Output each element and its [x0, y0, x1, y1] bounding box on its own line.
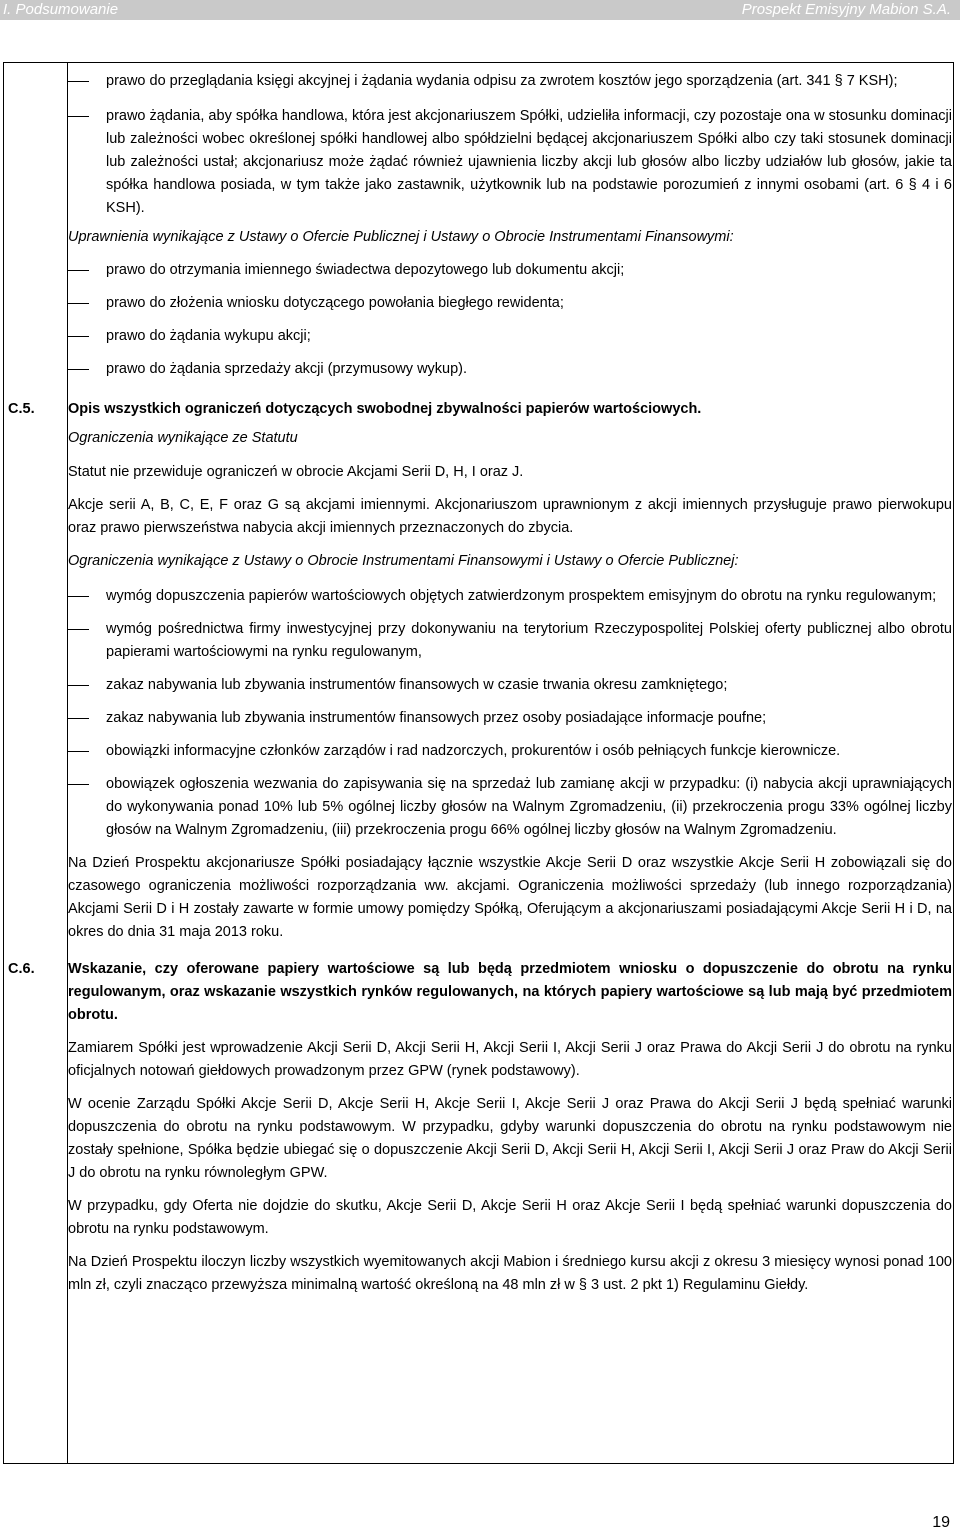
header-section-title: I. Podsumowanie — [3, 1, 119, 18]
rights-heading: Uprawnienia wynikające z Ustawy o Ofercie Publicznej i Ustawy o Obrocie Instrumentami Finansowymi: — [68, 229, 734, 245]
statut-heading: Ograniczenia wynikające ze Statutu — [68, 430, 298, 446]
list-item: prawo żądania, aby spółka handlowa, która jest akcjonariuszem Spółki, udzieliła informacji, czy pozostaje ona w stosunku dominacji lub zależności wobec określonej spółki handlowej albo spółdzielni będącej akcjonariuszem Spółki albo czy taki stosunek dominacji lub zależności ustał; akcjonariusz może żądać również ujawnienia liczby akcji lub głosów albo liczby udziałów lub głosów, jakie ta spółka handlowa posiada, w tym także jako zastawnik, użytkownik lub na podstawie porozumień z innymi osobami (art. 6 § 4 i 6 KSH). — [68, 105, 952, 220]
list-item: prawo do żądania wykupu akcji; — [68, 325, 952, 348]
list-item: prawo do otrzymania imiennego świadectwa depozytowego lub dokumentu akcji; — [68, 259, 952, 282]
list-item: wymóg pośrednictwa firmy inwestycyjnej przy dokonywaniu na terytorium Rzeczypospolitej Polskiej oferty publicznej albo obrotu papierami wartościowymi na rynku regulowanym, — [68, 618, 952, 664]
section-c5 — [8, 398, 952, 421]
paragraph: Zamiarem Spółki jest wprowadzenie Akcji Serii D, Akcji Serii H, Akcji Serii I, Akcji Serii J oraz Prawa do Akcji Serii J do obrotu na rynku oficjalnych notowań giełdowych prowadzonym przez GPW (rynek podstawowy). — [68, 1040, 952, 1079]
list-item: prawo do złożenia wniosku dotyczącego powołania biegłego rewidenta; — [68, 292, 952, 315]
paragraph: Na Dzień Prospektu iloczyn liczby wszystkich wyemitowanych akcji Mabion i średniego kursu akcji z okresu 3 miesięcy wynosi ponad 100 mln zł, czyli znacząco przewyższa minimalną wartość określoną na 48 mln zł w § 3 ust. 2 pkt 1) Regulaminu Giełdy. — [68, 1254, 952, 1293]
section-c6 — [8, 958, 952, 1027]
paragraph: W przypadku, gdy Oferta nie dojdzie do skutku, Akcje Serii D, Akcje Serii H oraz Akcje Serii I będą spełniać warunki dopuszczenia do obrotu na rynku podstawowym. — [68, 1198, 952, 1237]
header-document-title: Prospekt Emisyjny Mabion S.A. — [741, 1, 951, 18]
list-item: obowiązek ogłoszenia wezwania do zapisywania się na sprzedaż lub zamianę akcji w przypadku: (i) nabycia akcji uprawniających do wykonywania ponad 10% lub 5% ogólnej liczby głosów na Walnym Zgromadzeniu, (ii) przekroczenia progu 33% ogólnej liczby głosów na Walnym Zgromadzeniu, (iii) przekroczenia progu 66% ogólnej liczby głosów na Walnym Zgromadzeniu. — [68, 773, 952, 842]
list-item: prawo do przeglądania księgi akcyjnej i żądania wydania odpisu za zwrotem kosztów jego sporządzenia (art. 341 § 7 KSH); — [68, 70, 952, 93]
content-body — [8, 68, 952, 1297]
list-item: prawo do żądania sprzedaży akcji (przymusowy wykup). — [68, 358, 952, 381]
paragraph: W ocenie Zarządu Spółki Akcje Serii D, Akcje Serii H, Akcje Serii I, Akcje Serii J oraz Prawa do Akcji Serii J będą spełniać warunki dopuszczenia do obrotu na rynku podstawowym. W przypadku, gdyby warunki dopuszczenia do obrotu na rynku podstawowym nie zostały spełnione, Spółka będzie ubiegać się o dopuszczenie Akcji Serii D, Akcji Serii H, Akcji Serii I, Akcji Serii J oraz Praw do Akcji Serii J do obrotu na rynku równoległym GPW. — [68, 1096, 952, 1181]
page-number: 19 — [932, 1514, 950, 1531]
section-title: Opis wszystkich ograniczeń dotyczących swobodnej zbywalności papierów wartościowych. — [68, 401, 702, 417]
section-number: C.5. — [8, 401, 35, 417]
section-title: Wskazanie, czy oferowane papiery wartościowe są lub będą przedmiotem wniosku o dopuszczenie do obrotu na rynku regulowanym, oraz wskazanie wszystkich rynków regulowanych, na których papiery wartościowe są lub mają być przedmiotem obrotu. — [68, 961, 952, 1023]
list-item: wymóg dopuszczenia papierów wartościowych objętych zatwierdzonym prospektem emisyjnym do obrotu na rynku regulowanym; — [68, 585, 952, 608]
restrictions-heading: Ograniczenia wynikające z Ustawy o Obrocie Instrumentami Finansowymi i Ustawy o Ofercie Publicznej: — [68, 553, 739, 569]
list-item: zakaz nabywania lub zbywania instrumentów finansowych przez osoby posiadające informacje poufne; — [68, 707, 952, 730]
list-item: zakaz nabywania lub zbywania instrumentów finansowych w czasie trwania okresu zamkniętego; — [68, 674, 952, 697]
paragraph: Statut nie przewiduje ograniczeń w obrocie Akcjami Serii D, H, I oraz J. — [68, 464, 524, 480]
paragraph: Na Dzień Prospektu akcjonariusze Spółki posiadający łącznie wszystkie Akcje Serii D oraz wszystkie Akcje Serii H zobowiązali się do czasowego ograniczenia możliwości rozporządzania ww. akcjami. Ograniczenia możliwości sprzedaży (lub innego rozporządzania) Akcjami Serii D i H zostały zawarte w formie umowy pomiędzy Spółką, Oferującym a akcjonariuszami posiadającymi Akcje Serii H i D, na okres do dnia 31 maja 2013 roku. — [68, 855, 952, 940]
paragraph: Akcje serii A, B, C, E, F oraz G są akcjami imiennymi. Akcjonariuszom uprawnionym z akcji imiennych przysługuje prawo pierwokupu oraz prawo pierwszeństwa nabycia akcji imiennych przeznaczonych do zbycia. — [68, 497, 952, 536]
page-header — [0, 0, 960, 20]
section-number: C.6. — [8, 961, 35, 977]
list-item: obowiązki informacyjne członków zarządów i rad nadzorczych, prokurentów i osób pełniących funkcje kierownicze. — [68, 740, 952, 763]
